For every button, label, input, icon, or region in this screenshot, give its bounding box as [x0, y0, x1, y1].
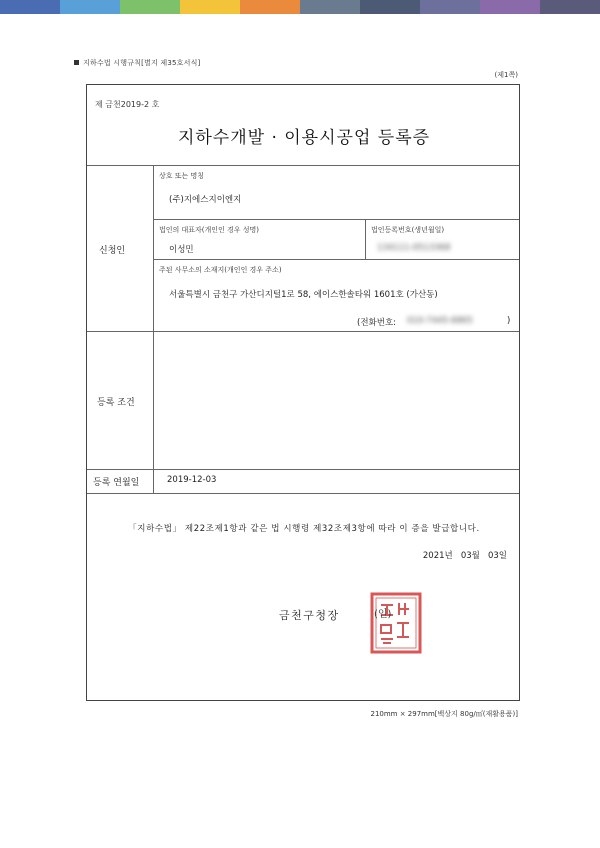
color-bar-segment: [420, 0, 480, 14]
divider: [87, 493, 519, 494]
divider: [153, 259, 519, 260]
color-bar-segment: [60, 0, 120, 14]
registration-number: 제 금천2019-2 호: [95, 100, 160, 109]
representative-value: 이성민: [169, 245, 194, 255]
issuer-name: 금천구청장: [279, 609, 340, 622]
issuer-seal-mark: (인): [374, 609, 392, 620]
divider: [87, 331, 519, 332]
business-name-label: 상호 또는 명칭: [159, 172, 205, 180]
phone-prefix: (전화번호:: [357, 318, 397, 328]
issuance-date: 2021년 03월 03일: [422, 551, 507, 561]
color-bar-segment: [240, 0, 300, 14]
form-caption-text: 지하수법 시행규칙[별지 제35호서식]: [83, 59, 201, 67]
page-indicator: (제1쪽): [494, 71, 518, 79]
divider: [87, 469, 519, 470]
color-bar-segment: [0, 0, 60, 14]
phone-value: 010-7445-6865: [407, 316, 473, 326]
square-bullet-icon: [74, 60, 79, 65]
business-name-value: (주)지에스지이엔지: [169, 195, 242, 205]
address-label: 주된 사무소의 소재지(개인인 경우 주소): [159, 266, 282, 274]
certificate-form: [86, 84, 520, 701]
conditions-label: 등록 조건: [97, 398, 135, 408]
certificate-title: 지하수개발 · 이용시공업 등록증: [177, 128, 431, 148]
applicant-section-label: 신청인: [99, 246, 126, 256]
color-bar-segment: [300, 0, 360, 14]
divider: [365, 219, 366, 259]
divider: [153, 219, 519, 220]
color-bar-segment: [540, 0, 600, 14]
registration-date-value: 2019-12-03: [167, 475, 217, 485]
divider: [87, 165, 519, 166]
phone-suffix: ): [507, 316, 511, 326]
registration-date-label: 등록 연월일: [93, 478, 140, 488]
color-bar-segment: [120, 0, 180, 14]
divider: [153, 165, 154, 493]
address-value: 서울특별시 금천구 가산디지털1로 58, 에이스한솔타워 1601호 (가산동): [169, 290, 438, 300]
paper-spec-footer: 210mm × 297mm[백상지 80g/㎡(재활용품)]: [370, 710, 518, 718]
form-caption: [74, 58, 201, 68]
issuance-statement: 「지하수법」 제22조제1항과 같은 법 시행령 제32조제3항에 따라 이 증을 발급합니다.: [128, 524, 480, 534]
corp-reg-number-label: 법인등록번호(생년월일): [371, 226, 445, 234]
corp-reg-number-value: 134111-0513368: [377, 243, 451, 253]
official-seal-stamp: [369, 591, 423, 655]
top-color-bar: [0, 0, 600, 14]
color-bar-segment: [480, 0, 540, 14]
representative-label: 법인의 대표자(개인인 경우 성명): [159, 226, 260, 234]
color-bar-segment: [180, 0, 240, 14]
color-bar-segment: [360, 0, 420, 14]
